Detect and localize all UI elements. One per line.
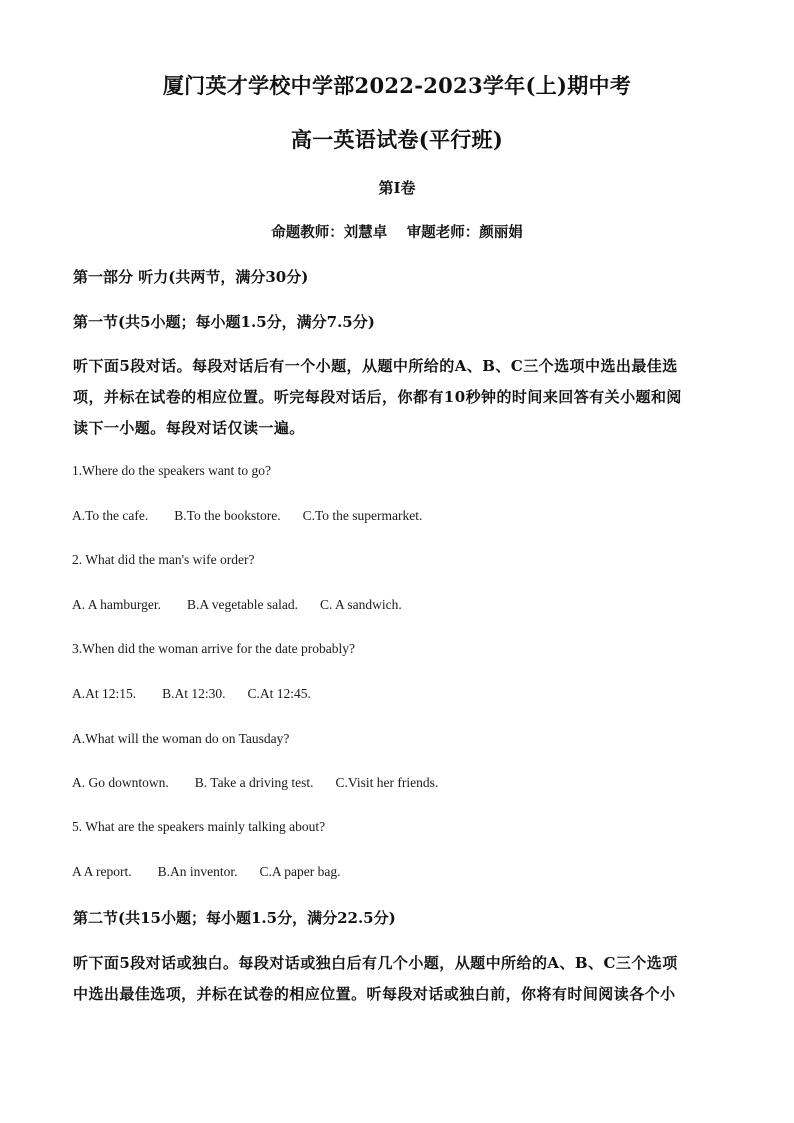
section2-instruction-line: 中选出最佳选项，并标在试卷的相应位置。听每段对话或独白前，你将有时间阅读各个小	[73, 985, 676, 1003]
question-stem: 3.When did the woman arrive for the date probably?	[72, 641, 356, 656]
teacher-credits: 命题教师：刘慧卓 审题老师：颜丽娟	[271, 224, 523, 241]
question-options	[72, 597, 402, 613]
option-c: C.Visit her friends.	[335, 775, 439, 790]
section2-heading: 第二节(共15小题；每小题1.5分，满分22.5分)	[73, 909, 396, 927]
option-b: B.To the bookstore.	[174, 508, 281, 523]
question-stem: 5. What are the speakers mainly talking about?	[72, 819, 326, 834]
option-b: B.At 12:30.	[162, 686, 226, 701]
option-c: C.To the supermarket.	[302, 508, 423, 523]
question-stem: 2. What did the man's wife order?	[72, 552, 255, 567]
part1-heading: 第一部分 听力(共两节，满分30分)	[73, 268, 309, 286]
option-a: A A report.	[72, 864, 132, 879]
exam-title: 厦门英才学校中学部2022-2023学年(上)期中考	[162, 73, 632, 98]
section1-instruction-line: 读下一小题。每段对话仅读一遍。	[73, 419, 305, 437]
option-b: B.An inventor.	[157, 864, 238, 879]
option-a: A.To the cafe.	[72, 508, 149, 523]
option-a: A. Go downtown.	[72, 775, 169, 790]
option-c: C. A sandwich.	[319, 597, 402, 612]
question-options	[72, 508, 422, 524]
question-stem: 1.Where do the speakers want to go?	[72, 463, 272, 478]
question-options	[72, 775, 438, 791]
volume-label: 第I卷	[378, 179, 416, 197]
option-a: A.At 12:15.	[72, 686, 137, 701]
section2-instruction-line: 听下面5段对话或独白。每段对话或独白后有几个小题，从题中所给的A、B、C三个选项	[73, 954, 678, 972]
section1-heading: 第一节(共5小题；每小题1.5分，满分7.5分)	[73, 313, 375, 331]
question-options	[72, 864, 340, 880]
option-c: C.A paper bag.	[259, 864, 341, 879]
section1-instruction-line: 听下面5段对话。每段对话后有一个小题，从题中所给的A、B、C三个选项中选出最佳选	[73, 357, 678, 375]
section1-instruction-line: 项，并标在试卷的相应位置。听完每段对话后，你都有10秒钟的时间来回答有关小题和阅	[73, 388, 682, 406]
option-b: B. Take a driving test.	[194, 775, 314, 790]
option-a: A. A hamburger.	[72, 597, 161, 612]
exam-subtitle: 高一英语试卷(平行班)	[290, 127, 504, 152]
option-c: C.At 12:45.	[247, 686, 311, 701]
question-stem: A.What will the woman do on Tausday?	[72, 731, 290, 746]
question-options	[72, 686, 311, 702]
option-b: B.A vegetable salad.	[187, 597, 298, 612]
